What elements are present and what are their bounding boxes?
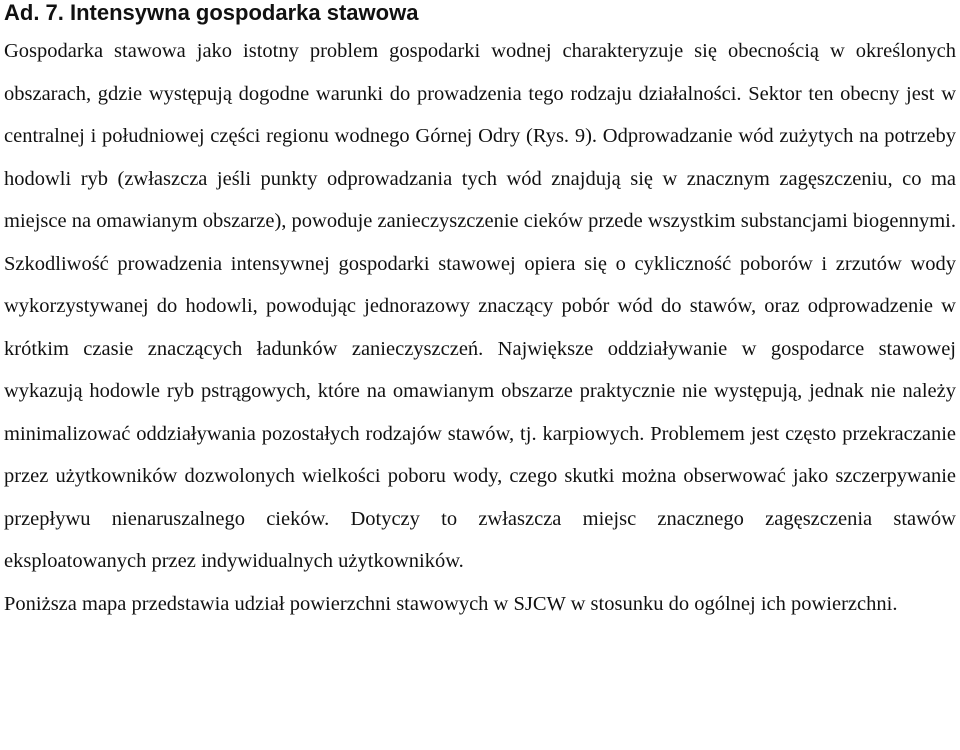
body-paragraph: Poniższa mapa przedstawia udział powierzchni stawowych w SJCW w stosunku do ogólnej ich powierzchni.	[4, 592, 898, 615]
body-paragraph: Gospodarka stawowa jako istotny problem gospodarki wodnej charakteryzuje się obecnością w określonych obszarach, gdzie występują dogodne warunki do prowadzenia tego rodzaju działalności. Sektor ten obecny jest w centralnej i południowej części regionu wodnego Górnej Odry (Rys. 9). Odprowadzanie wód zużytych na potrzeby hodowli ryb (zwłaszcza jeśli punkty odprowadzania tych wód znajdują się w znacznym zagęszczeniu, co ma miejsce na omawianym obszarze), powoduje zanieczyszczenie cieków przede wszystkim substancjami biogennymi. Szkodliwość prowadzenia intensywnej gospodarki stawowej opiera się o cykliczność poborów i zrzutów wody wykorzystywanej do hodowli, powodując jednorazowy znaczący pobór wód do stawów, oraz odprowadzenie w krótkim czasie znaczących ładunków zanieczyszczeń. Największe oddziaływanie w gospodarce stawowej wykazują hodowle ryb pstrągowych, które na omawianym obszarze praktycznie nie występują, jednak nie należy minimalizować oddziaływania pozostałych rodzajów stawów, tj. karpiowych. Problemem jest często przekraczanie przez użytkowników dozwolonych wielkości poboru wody, czego skutki można obserwować jako szczerpywanie przepływu nienaruszalnego cieków. Dotyczy to zwłaszcza miejsc znacznego zagęszczenia stawów eksploatowanych przez indywidualnych użytkowników.	[4, 40, 956, 572]
section-heading: Ad. 7. Intensywna gospodarka stawowa	[4, 0, 419, 25]
